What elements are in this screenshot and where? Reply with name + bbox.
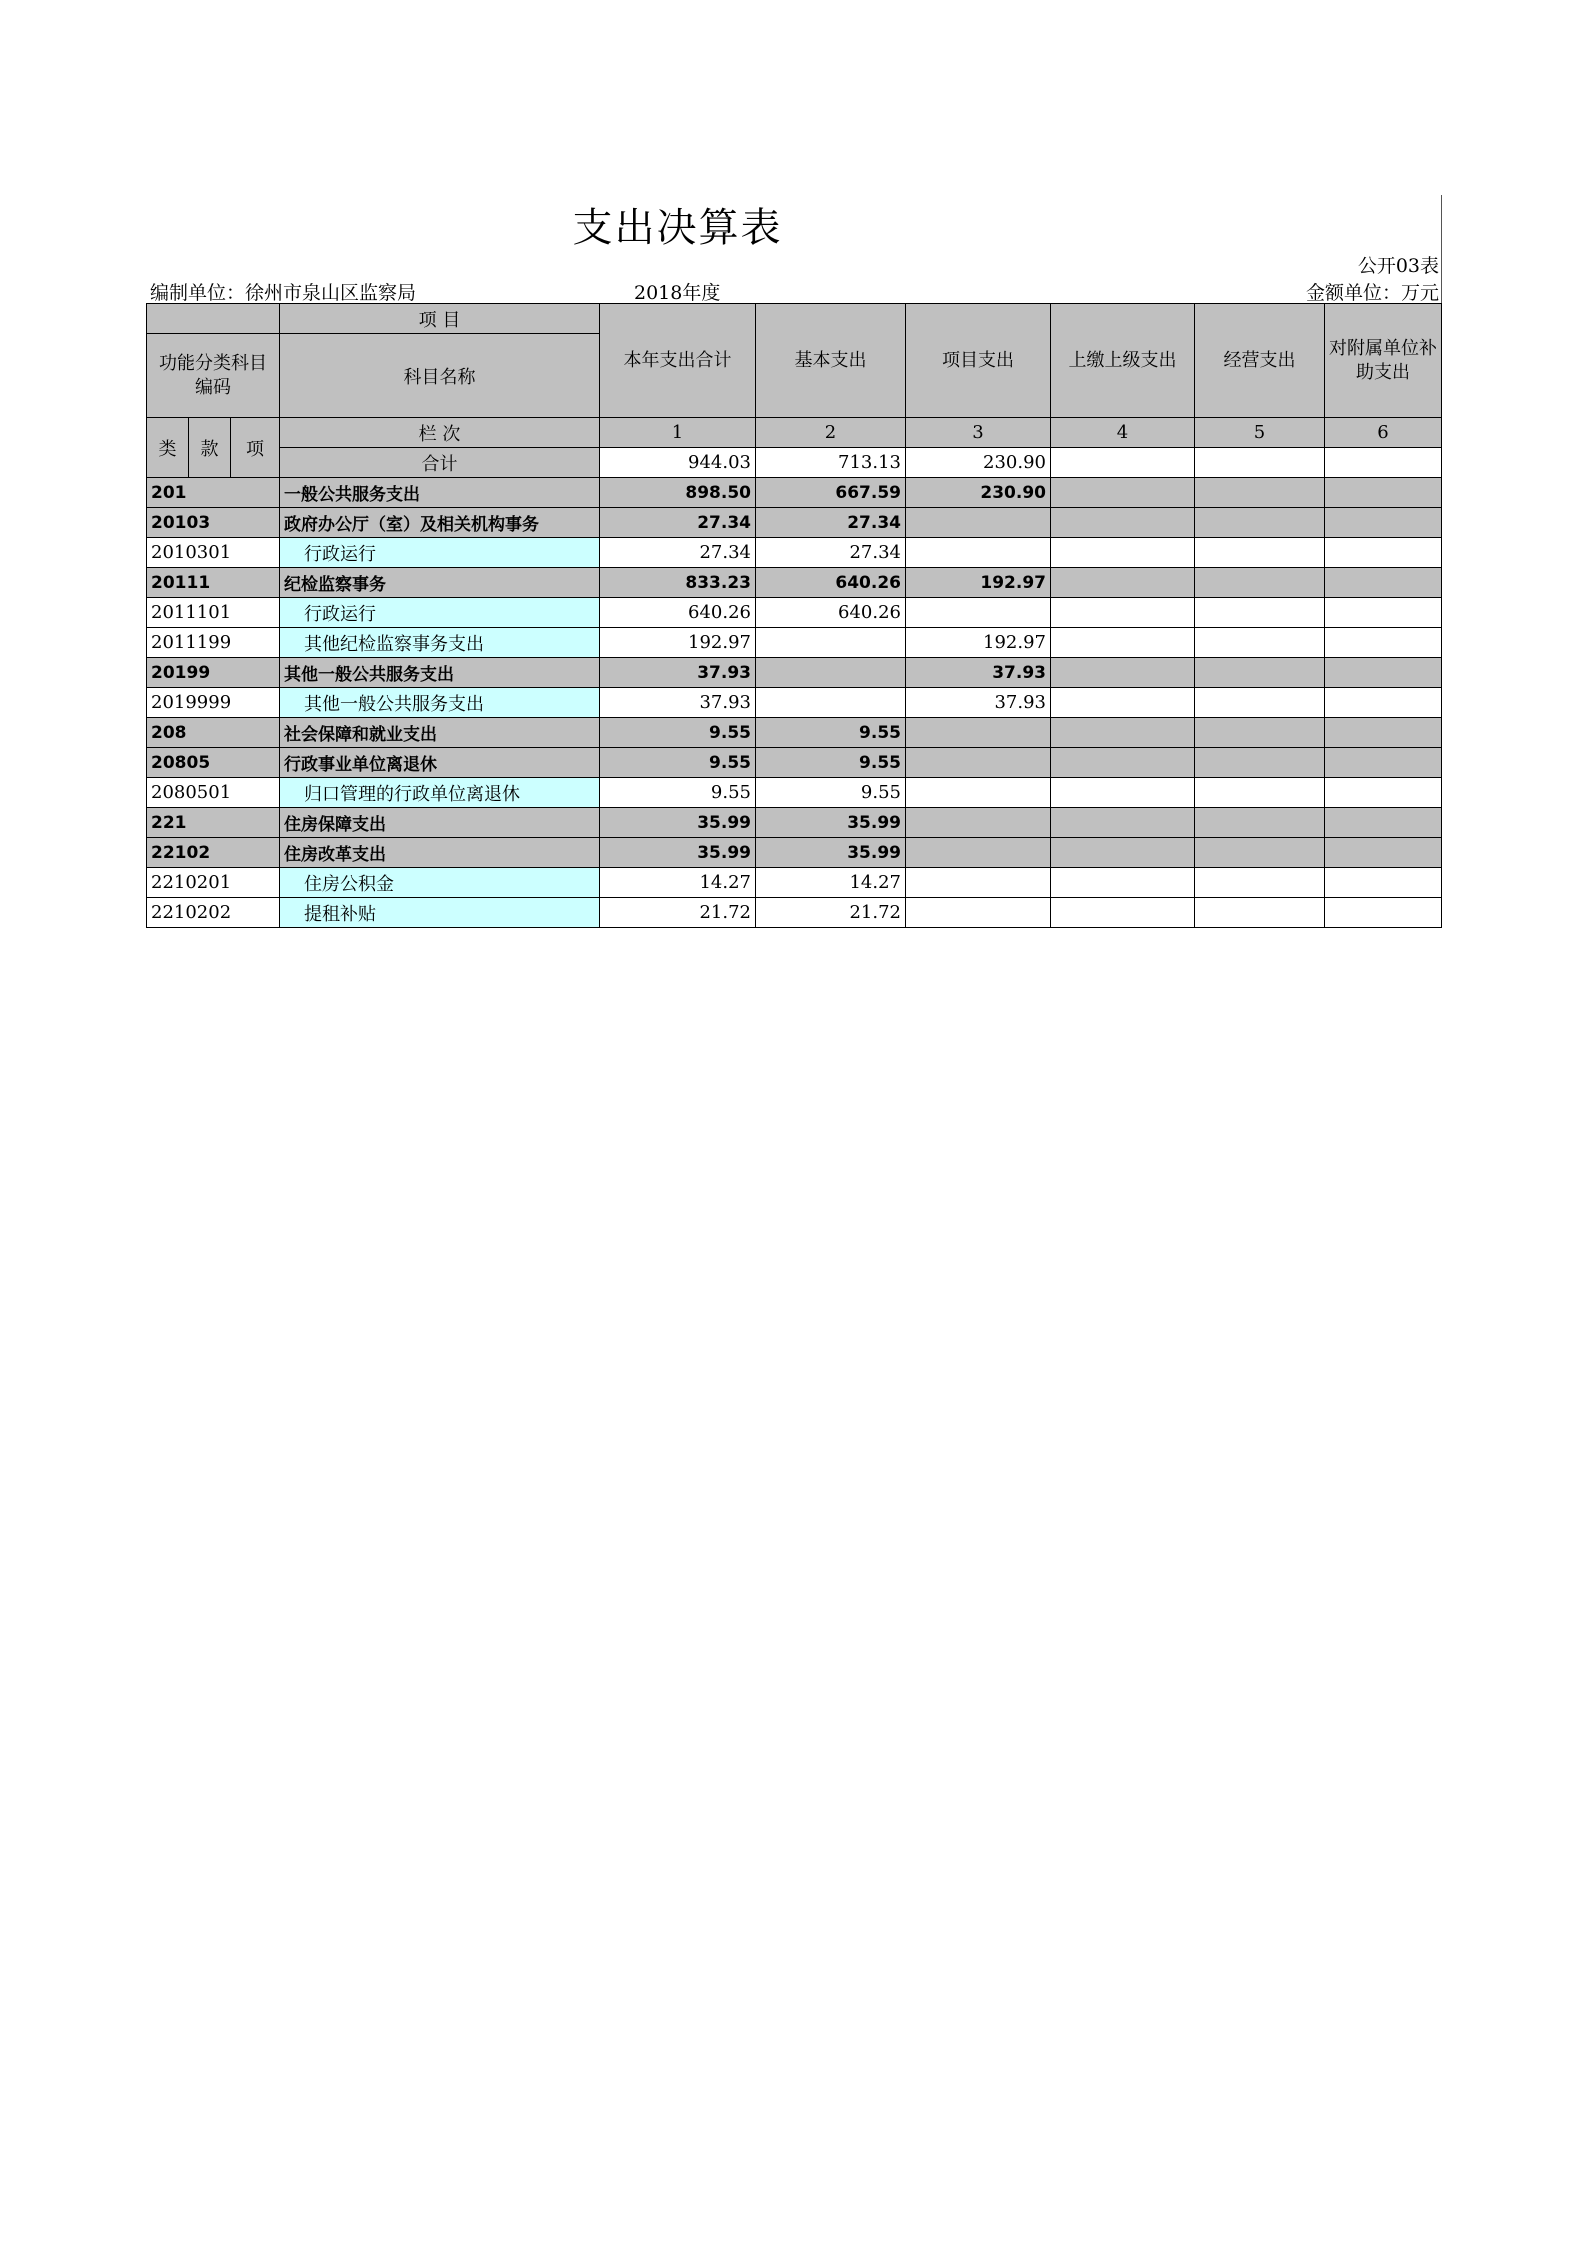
row-name: 住房改革支出 [280,838,600,868]
row-value: 21.72 [600,898,756,928]
row-code: 201 [147,478,280,508]
row-code: 2080501 [147,778,280,808]
col-number: 3 [906,418,1051,448]
row-value [1051,748,1195,778]
row-value [1051,898,1195,928]
header-col-subsidy: 对附属单位补助支出 [1325,304,1442,418]
row-name: 政府办公厅（室）及相关机构事务 [280,508,600,538]
row-value [1325,538,1442,568]
row-name: 提租补贴 [280,898,600,928]
row-value [1195,688,1325,718]
row-value: 21.72 [756,898,906,928]
row-value [1051,568,1195,598]
header-lanci: 栏 次 [280,418,600,448]
table-row [147,658,1442,688]
row-name: 行政运行 [280,598,600,628]
row-value [1195,628,1325,658]
row-value: 27.34 [756,508,906,538]
row-value [1051,688,1195,718]
table-row [147,568,1442,598]
row-value: 9.55 [600,718,756,748]
row-code: 2019999 [147,688,280,718]
fiscal-year: 2018年度 [634,282,721,304]
row-value [756,658,906,688]
total-value [1325,448,1442,478]
form-number: 公开03表 [1357,255,1439,277]
row-name: 归口管理的行政单位离退休 [280,778,600,808]
row-value [1051,478,1195,508]
row-name: 住房保障支出 [280,808,600,838]
row-value [1051,808,1195,838]
amount-unit-info [1190,278,1439,305]
row-value [906,808,1051,838]
row-value: 9.55 [600,778,756,808]
row-value: 27.34 [600,508,756,538]
row-value: 9.55 [600,748,756,778]
row-value [906,748,1051,778]
row-value: 14.27 [600,868,756,898]
row-code: 2210202 [147,898,280,928]
col-number: 4 [1051,418,1195,448]
row-code: 20199 [147,658,280,688]
row-code: 20805 [147,748,280,778]
total-value: 713.13 [756,448,906,478]
row-value: 667.59 [756,478,906,508]
row-name: 一般公共服务支出 [280,478,600,508]
row-value: 27.34 [600,538,756,568]
row-name: 住房公积金 [280,868,600,898]
row-code: 20103 [147,508,280,538]
row-value [906,598,1051,628]
org-label: 编制单位： [150,282,246,304]
total-label: 合计 [280,448,600,478]
header-col-project: 项目支出 [906,304,1051,418]
row-value [1195,898,1325,928]
col-number: 5 [1195,418,1325,448]
row-name: 其他一般公共服务支出 [280,688,600,718]
row-value: 9.55 [756,778,906,808]
header-col-basic: 基本支出 [756,304,906,418]
row-value [1195,748,1325,778]
row-value [1325,598,1442,628]
table-row [147,598,1442,628]
row-value [1325,778,1442,808]
col-number: 1 [600,418,756,448]
table-row [147,808,1442,838]
row-value: 37.93 [906,688,1051,718]
row-code: 22102 [147,838,280,868]
table-row [147,838,1442,868]
row-value [1195,808,1325,838]
row-name: 纪检监察事务 [280,568,600,598]
header-col-remit: 上缴上级支出 [1051,304,1195,418]
total-value: 944.03 [600,448,756,478]
row-value [1195,838,1325,868]
row-value: 35.99 [600,808,756,838]
row-code: 2010301 [147,538,280,568]
row-value [906,538,1051,568]
amount-unit: 万元 [1400,282,1439,304]
row-value [1325,868,1442,898]
page-title: 支出决算表 [572,205,783,251]
row-value: 37.93 [600,688,756,718]
row-value [1325,568,1442,598]
row-value: 640.26 [600,598,756,628]
header-col-operation: 经营支出 [1195,304,1325,418]
table-row [147,688,1442,718]
row-value [1051,628,1195,658]
row-value [1195,658,1325,688]
row-value [906,898,1051,928]
row-value [1325,748,1442,778]
row-value: 37.93 [600,658,756,688]
header-lei: 类 [147,418,189,478]
total-value [1195,448,1325,478]
row-value [1325,898,1442,928]
total-value: 230.90 [906,448,1051,478]
row-code: 221 [147,808,280,838]
row-value: 35.99 [600,838,756,868]
row-value [1051,538,1195,568]
row-value [906,718,1051,748]
row-value [1051,508,1195,538]
row-value [1195,778,1325,808]
row-value: 35.99 [756,808,906,838]
row-value [1325,658,1442,688]
row-value [1051,778,1195,808]
row-value [1195,868,1325,898]
total-value [1051,448,1195,478]
table-row [147,718,1442,748]
table-row [147,748,1442,778]
row-value [1195,538,1325,568]
right-edge-line [1441,195,1442,303]
row-value: 192.97 [906,628,1051,658]
row-value: 640.26 [756,598,906,628]
row-value [1051,598,1195,628]
amount-label: 金额单位： [1305,282,1401,304]
row-value [1195,508,1325,538]
row-value: 192.97 [600,628,756,658]
row-value [756,628,906,658]
row-value [1325,718,1442,748]
table-row [147,868,1442,898]
row-value [1325,688,1442,718]
row-name: 行政事业单位离退休 [280,748,600,778]
col-number: 6 [1325,418,1442,448]
row-value: 9.55 [756,718,906,748]
row-value: 14.27 [756,868,906,898]
row-value [1195,478,1325,508]
row-value: 35.99 [756,838,906,868]
row-value [1051,868,1195,898]
row-value [1051,838,1195,868]
row-value [906,508,1051,538]
header-xiang: 项 [231,418,280,478]
row-value [906,838,1051,868]
org-name: 徐州市泉山区监察局 [245,282,417,304]
row-value [1051,658,1195,688]
row-code: 2011199 [147,628,280,658]
row-code: 208 [147,718,280,748]
row-value [906,868,1051,898]
row-value: 898.50 [600,478,756,508]
row-code: 20111 [147,568,280,598]
table-row [147,478,1442,508]
row-value [1325,808,1442,838]
row-value: 192.97 [906,568,1051,598]
table-row [147,898,1442,928]
table-row [147,508,1442,538]
header-code: 功能分类科目编码 [147,334,280,418]
table-row [147,778,1442,808]
table-row [147,628,1442,658]
row-value [906,778,1051,808]
row-value [1195,598,1325,628]
row-value [1051,718,1195,748]
row-name: 其他纪检监察事务支出 [280,628,600,658]
row-value: 230.90 [906,478,1051,508]
header-item-group: 项 目 [280,304,600,334]
row-name: 行政运行 [280,538,600,568]
row-name: 其他一般公共服务支出 [280,658,600,688]
org-info [150,278,416,305]
row-value: 833.23 [600,568,756,598]
row-value: 37.93 [906,658,1051,688]
row-value [756,688,906,718]
row-value [1325,478,1442,508]
row-value [1195,568,1325,598]
header-col-total: 本年支出合计 [600,304,756,418]
row-value: 640.26 [756,568,906,598]
row-value: 9.55 [756,748,906,778]
header-name: 科目名称 [280,334,600,418]
row-value [1325,628,1442,658]
row-name: 社会保障和就业支出 [280,718,600,748]
expenditure-table [146,303,1442,928]
row-value [1325,508,1442,538]
row-code: 2011101 [147,598,280,628]
row-value: 27.34 [756,538,906,568]
total-row [147,448,1442,478]
header-blank [147,304,280,334]
header-kuan: 款 [189,418,231,478]
col-number: 2 [756,418,906,448]
table-row [147,538,1442,568]
row-code: 2210201 [147,868,280,898]
row-value [1325,838,1442,868]
row-value [1195,718,1325,748]
